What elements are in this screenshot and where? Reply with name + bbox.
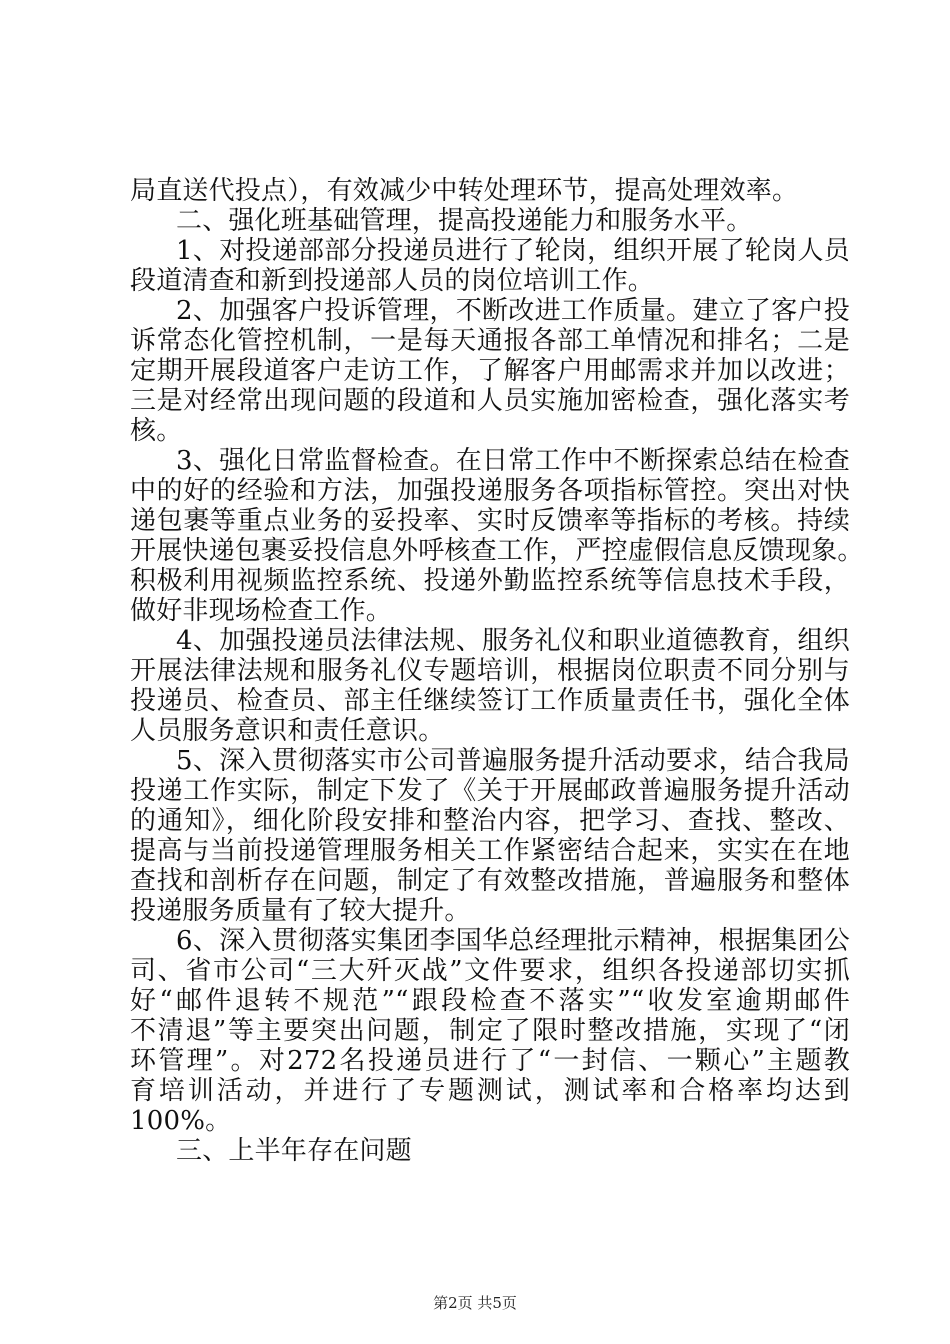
section-heading: 二、强化班基础管理，提高投递能力和服务水平。 — [176, 206, 753, 236]
text-line: 人员服务意识和责任意识。 — [130, 716, 445, 746]
text-line: 开展快递包裹妥投信息外呼核查工作，严控虚假信息反馈现象。 — [130, 536, 864, 566]
text-line: 5、深入贯彻落实市公司普遍服务提升活动要求，结合我局 — [176, 746, 850, 776]
text-line: 定期开展段道客户走访工作，了解客户用邮需求并加以改进； — [130, 356, 850, 386]
text-line: 1、对投递部部分投递员进行了轮岗，组织开展了轮岗人员 — [176, 236, 850, 266]
text-line: 育培训活动，并进行了专题测试，测试率和合格率均达到 — [130, 1076, 850, 1106]
text-line: 做好非现场检查工作。 — [130, 596, 393, 626]
text-line: 4、加强投递员法律法规、服务礼仪和职业道德教育，组织 — [176, 626, 850, 656]
text-line: 查找和剖析存在问题，制定了有效整改措施，普遍服务和整体 — [130, 866, 850, 896]
text-line: 核。 — [130, 416, 183, 446]
text-line: 段道清查和新到投递部人员的岗位培训工作。 — [130, 266, 655, 296]
text-line: 不清退”等主要突出问题，制定了限时整改措施，实现了“闭 — [130, 1016, 850, 1046]
text-line: 好“邮件退转不规范”“跟段检查不落实”“收发室逾期邮件 — [130, 986, 850, 1016]
text-line: 诉常态化管控机制，一是每天通报各部工单情况和排名；二是 — [130, 326, 850, 356]
section-heading: 三、上半年存在问题 — [176, 1136, 412, 1166]
text-line: 的通知》，细化阶段安排和整治内容，把学习、查找、整改、 — [130, 806, 850, 836]
text-line: 开展法律法规和服务礼仪专题培训，根据岗位职责不同分别与 — [130, 656, 850, 686]
text-line: 环管理”。对272名投递员进行了“一封信、一颗心”主题教 — [130, 1046, 850, 1076]
text-line: 投递工作实际，制定下发了《关于开展邮政普遍服务提升活动 — [130, 776, 850, 806]
text-line: 中的好的经验和方法，加强投递服务各项指标管控。突出对快 — [130, 476, 850, 506]
text-line: 投递员、检查员、部主任继续签订工作质量责任书，强化全体 — [130, 686, 850, 716]
text-line: 三是对经常出现问题的段道和人员实施加密检查，强化落实考 — [130, 386, 850, 416]
text-line: 提高与当前投递管理服务相关工作紧密结合起来，实实在在地 — [130, 836, 850, 866]
page-number-footer: 第2页 共5页 — [433, 1294, 517, 1312]
text-line: 100%。 — [130, 1106, 232, 1136]
text-line: 6、深入贯彻落实集团李国华总经理批示精神，根据集团公 — [176, 926, 850, 956]
text-line: 2、加强客户投诉管理，不断改进工作质量。建立了客户投 — [176, 296, 850, 326]
text-line: 投递服务质量有了较大提升。 — [130, 896, 471, 926]
text-line: 3、强化日常监督检查。在日常工作中不断探索总结在检查 — [176, 446, 850, 476]
text-line: 递包裹等重点业务的妥投率、实时反馈率等指标的考核。持续 — [130, 506, 850, 536]
text-line: 积极利用视频监控系统、投递外勤监控系统等信息技术手段， — [130, 566, 850, 596]
text-line: 司、省市公司“三大歼灭战”文件要求，组织各投递部切实抓 — [130, 956, 850, 986]
text-line: 局直送代投点），有效减少中转处理环节，提高处理效率。 — [130, 176, 799, 206]
